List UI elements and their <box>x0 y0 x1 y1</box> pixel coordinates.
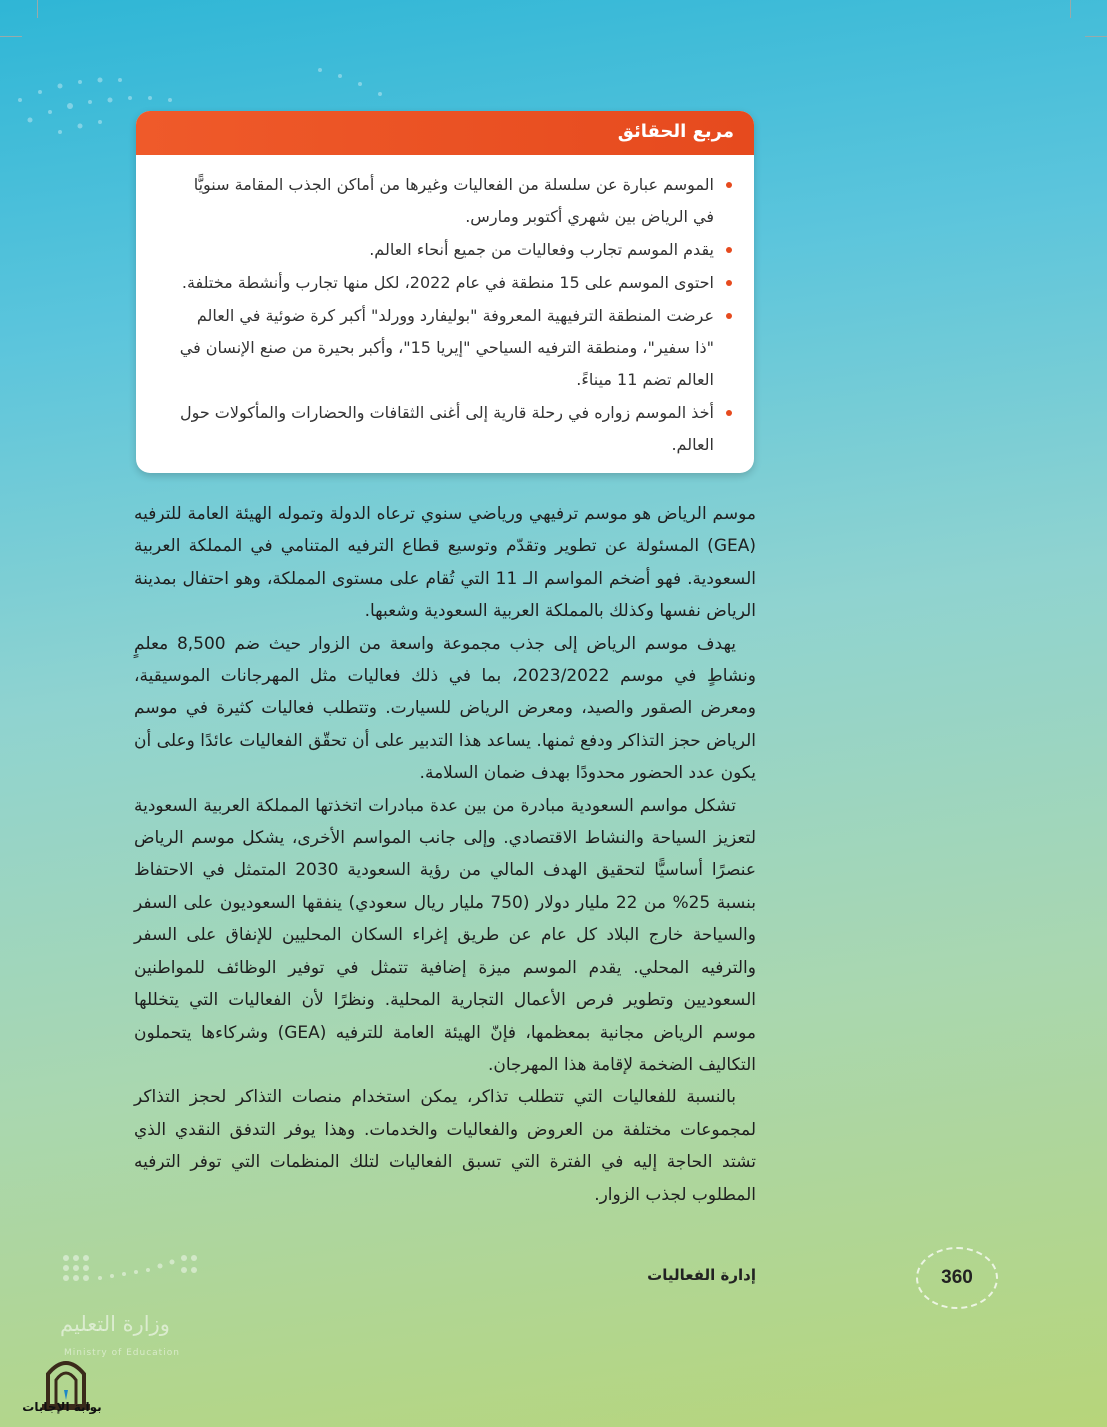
page-number: 360 <box>916 1247 998 1309</box>
facts-box <box>136 111 754 473</box>
ministry-name: وزارة التعليم <box>60 1312 170 1336</box>
body-paragraph: موسم الرياض هو موسم ترفيهي ورياضي سنوي ترعاه الدولة وتموله الهيئة العامة للترفيه (GEA) المسئولة عن تطوير وتقدّم وتوسيع قطاع الترفيه المتنامي في المملكة العربية السعودية. فهو أضخم المواسم الـ 11 التي تُقام على مستوى المملكة، وهو احتفال بمدينة الرياض نفسها وكذلك بالمملكة العربية السعودية وشعبها. <box>134 504 756 622</box>
fact-item: يقدم الموسم تجارب وفعاليات من جميع أنحاء العالم. <box>176 234 732 266</box>
fact-item: أخذ الموسم زواره في رحلة قارية إلى أغنى الثقافات والحضارات والمأكولات حول العالم. <box>176 397 732 461</box>
ministry-subtitle: Ministry of Education <box>64 1348 180 1358</box>
body-paragraph: تشكل مواسم السعودية مبادرة من بين عدة مبادرات اتخذتها المملكة العربية السعودية لتعزيز السياحة والنشاط الاقتصادي. وإلى جانب المواسم الأخرى، يشكل موسم الرياض عنصرًا أساسيًّا لتحقيق الهدف المالي من رؤية السعودية 2030 المتمثل في الاحتفاظ بنسبة 25% من 22 مليار دولار (750 مليار ريال سعودي) ينفقها السعوديون على السفر والسياحة خارج البلاد كل عام عن طريق إغراء السكان المحليين للإنفاق على السفر والترفيه المحلي. يقدم الموسم ميزة إضافية تتمثل في توفير الوظائف للمواطنين السعوديين وتطوير فرص الأعمال التجارية المحلية. ونظرًا لأن الفعاليات التي يتخللها موسم الرياض مجانية بمعظمها، فإنّ الهيئة العامة للترفيه (GEA) وشركاءها يتحملون التكاليف الضخمة لإقامة هذا المهرجان. <box>134 795 756 1075</box>
crop-mark <box>1070 0 1071 18</box>
body-paragraph: بالنسبة للفعاليات التي تتطلب تذاكر، يمكن استخدام منصات التذاكر لحجز التذاكر لمجموعات مختلفة من العروض والفعاليات والخدمات. وهذا يوفر التدفق النقدي الذي تشتد الحاجة إليه في الفترة التي تسبق الفعاليات لتلك المنظمات التي توفر الترفيه المطلوب لجذب الزوار. <box>134 1087 756 1205</box>
watermark-text: بوابة الإجابات <box>22 1400 102 1414</box>
facts-list <box>136 155 754 461</box>
crop-mark <box>1085 36 1107 37</box>
book-title: إدارة الفعاليات <box>647 1266 756 1284</box>
crop-mark <box>0 36 22 37</box>
fact-item: عرضت المنطقة الترفيهية المعروفة "بوليفارد وورلد" أكبر كرة ضوئية في العالم "ذا سفير"، ومنطقة الترفيه السياحي "إيريا 15"، وأكبر بحيرة من صنع الإنسان في العالم تضم 11 ميناءً. <box>176 300 732 396</box>
body-paragraph: يهدف موسم الرياض إلى جذب مجموعة واسعة من الزوار حيث ضم 8,500 معلمٍ ونشاطٍ في موسم 2023/2022، بما في ذلك فعاليات مثل المهرجانات الموسيقية، ومعرض الصقور والصيد، ومعرض الرياض للسيارت. وتتطلب فعاليات كثيرة في موسم الرياض حجز التذاكر ودفع ثمنها. يساعد هذا التدبير على أن تحقّق الفعاليات عائدًا وعلى أن يكون عدد الحضور محدودًا بهدف ضمان السلامة. <box>134 633 756 784</box>
body-text <box>134 498 756 1211</box>
crop-mark <box>37 0 38 18</box>
fact-item: احتوى الموسم على 15 منطقة في عام 2022، لكل منها تجارب وأنشطة مختلفة. <box>176 267 732 299</box>
facts-box-title: مربع الحقائق <box>617 121 734 142</box>
fact-item: الموسم عبارة عن سلسلة من الفعاليات وغيرها من أماكن الجذب المقامة سنويًّا في الرياض بين شهري أكتوبر ومارس. <box>176 169 732 233</box>
